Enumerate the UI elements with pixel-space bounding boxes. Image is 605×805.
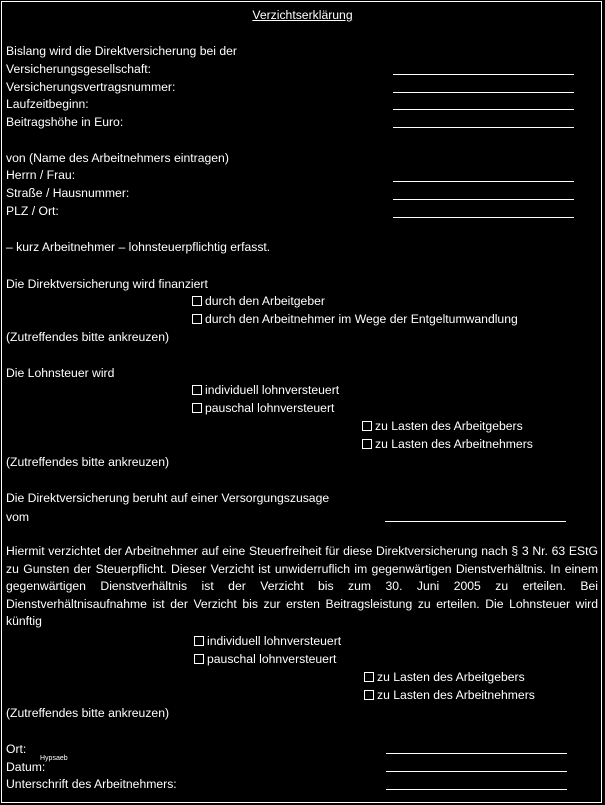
- date-input-line[interactable]: [386, 771, 567, 772]
- place-input-line[interactable]: [386, 753, 567, 754]
- future-tax-option-flat[interactable]: pauschal lohnversteuert: [194, 652, 336, 667]
- checkbox-icon[interactable]: [192, 296, 202, 306]
- financing-option-employer[interactable]: durch den Arbeitgeber: [192, 294, 325, 309]
- tax-suboption-employee[interactable]: zu Lasten des Arbeitnehmers: [362, 437, 533, 452]
- future-tax-option-individual[interactable]: individuell lohnversteuert: [194, 634, 341, 649]
- commitment-date-label: vom: [6, 510, 30, 524]
- tax-hint: (Zutreffendes bitte ankreuzen): [6, 455, 170, 469]
- future-tax-suboption-employee[interactable]: zu Lasten des Arbeitnehmers: [364, 688, 535, 703]
- city-input-line[interactable]: [393, 217, 574, 218]
- street-input-line[interactable]: [393, 199, 574, 200]
- start-date-input-line[interactable]: [393, 109, 574, 110]
- name-label: Herrn / Frau:: [6, 168, 76, 182]
- checkbox-icon[interactable]: [364, 690, 374, 700]
- employee-intro: von (Name des Arbeitnehmers eintragen): [6, 151, 229, 165]
- date-label: Datum:: [6, 760, 46, 774]
- contribution-input-line[interactable]: [393, 127, 574, 128]
- insurance-intro: Bislang wird die Direktversicherung bei der: [6, 44, 237, 58]
- future-tax-suboption-employer[interactable]: zu Lasten des Arbeitgebers: [364, 670, 525, 685]
- checkbox-icon[interactable]: [362, 421, 372, 431]
- street-label: Straße / Hausnummer:: [6, 186, 130, 200]
- tax-label: Die Lohnsteuer wird: [6, 366, 115, 380]
- contribution-label: Beitragshöhe in Euro:: [6, 115, 124, 129]
- contract-number-label: Versicherungsvertragsnummer:: [6, 80, 176, 94]
- employee-note: – kurz Arbeitnehmer – lohnsteuerpflichtig erfasst.: [6, 240, 271, 254]
- checkbox-icon[interactable]: [192, 403, 202, 413]
- insurer-input-line[interactable]: [393, 74, 574, 75]
- financing-hint: (Zutreffendes bitte ankreuzen): [6, 330, 170, 344]
- checkbox-icon[interactable]: [192, 385, 202, 395]
- city-label: PLZ / Ort:: [6, 204, 59, 218]
- tax-option-flat[interactable]: pauschal lohnversteuert: [192, 401, 334, 416]
- financing-option-employee[interactable]: durch den Arbeitnehmer im Wege der Entgeltumwandlung: [192, 312, 518, 327]
- waiver-paragraph: Hiermit verzichtet der Arbeitnehmer auf eine Steuerfreiheit für diese Direktversicherung nach § 3 Nr. 63 EStG zu Gunsten der Steuerpflicht. Dieser Verzicht ist unwiderruflich im gegenwärtigen Dienstverhältnis. In einem gegenwärtigen Dienstverhältnis ist der Verzicht bis zum 30. Juni 2005 zu erteilen. Bei Dienstverhältnisaufnahme ist der Verzicht bis zur ersten Beitragsleistung zu erteilen. Die Lohnsteuer wird künftig: [6, 544, 598, 629]
- commitment-date-input-line[interactable]: [385, 521, 566, 522]
- commitment-label: Die Direktversicherung beruht auf einer Versorgungszusage: [6, 491, 330, 505]
- form-title: Verzichtserklärung: [252, 8, 353, 22]
- tax-option-individual[interactable]: individuell lohnversteuert: [192, 383, 339, 398]
- checkbox-icon[interactable]: [362, 439, 372, 449]
- checkbox-icon[interactable]: [194, 636, 204, 646]
- signature-label: Unterschrift des Arbeitnehmers:: [6, 777, 177, 791]
- checkbox-icon[interactable]: [364, 672, 374, 682]
- name-input-line[interactable]: [393, 181, 574, 182]
- insurer-label: Versicherungsgesellschaft:: [6, 62, 151, 76]
- contract-number-input-line[interactable]: [393, 92, 574, 93]
- place-label: Ort:: [6, 742, 27, 756]
- signature-input-line[interactable]: [386, 789, 567, 790]
- checkbox-icon[interactable]: [192, 314, 202, 324]
- tax-suboption-employer[interactable]: zu Lasten des Arbeitgebers: [362, 419, 523, 434]
- stamp-text: Hypsaeb: [40, 755, 68, 762]
- financing-label: Die Direktversicherung wird finanziert: [6, 277, 208, 291]
- start-date-label: Laufzeitbeginn:: [6, 97, 89, 111]
- future-tax-hint: (Zutreffendes bitte ankreuzen): [6, 706, 170, 720]
- checkbox-icon[interactable]: [194, 654, 204, 664]
